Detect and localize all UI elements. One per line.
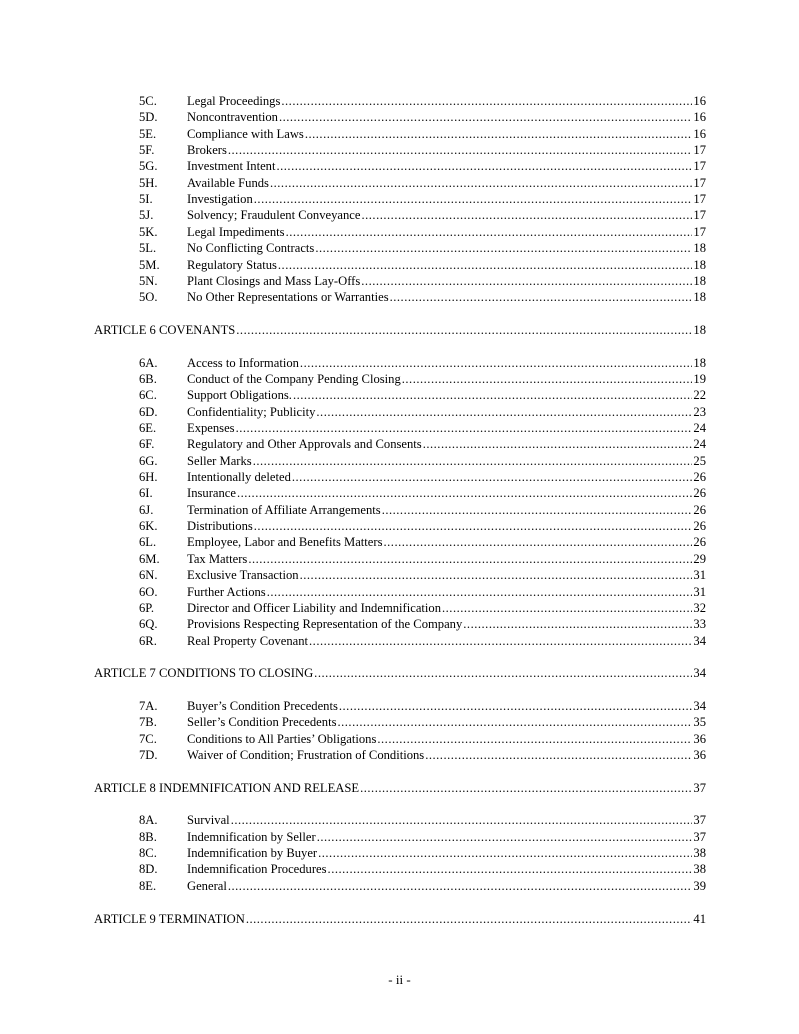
toc-page-number: 22 <box>693 388 706 403</box>
toc-section-number: 6J. <box>139 502 154 517</box>
toc-section-entry[interactable] <box>139 127 706 142</box>
toc-section-number: 7A. <box>139 698 158 713</box>
toc-section-entry[interactable] <box>139 421 706 436</box>
dot-leader <box>361 274 692 289</box>
toc-section-number: 5N. <box>139 273 158 288</box>
toc-section-number: 5O. <box>139 290 158 305</box>
toc-entry-title: Exclusive Transaction <box>187 568 299 583</box>
toc-entry-title: Waiver of Condition; Frustration of Conditions <box>187 748 425 762</box>
toc-page-number: 18 <box>693 241 706 256</box>
toc-entry-title: Access to Information <box>187 355 299 370</box>
toc-entry-title: Expenses <box>187 421 235 435</box>
dot-leader <box>300 356 692 371</box>
toc-section-number: 6I. <box>139 486 153 501</box>
toc-entry-title: Indemnification by Buyer <box>187 846 318 861</box>
toc-section-number: 6H. <box>139 470 158 485</box>
toc-entry-title: Seller Marks <box>187 453 252 468</box>
toc-section-number: 5G. <box>139 159 158 174</box>
toc-section-number: 5K. <box>139 224 158 239</box>
dot-leader <box>314 666 692 681</box>
toc-entry-title: Legal Proceedings <box>187 94 281 108</box>
toc-section-number: 6Q. <box>139 617 158 632</box>
dot-leader <box>463 617 692 632</box>
toc-entry-title: Investment Intent <box>187 159 276 174</box>
toc-page-number: 36 <box>693 731 706 746</box>
toc-section-entry[interactable] <box>139 470 706 485</box>
toc-section-number: 6G. <box>139 453 158 468</box>
dot-leader <box>270 176 692 191</box>
toc-section-entry[interactable] <box>139 356 706 371</box>
toc-section-entry[interactable] <box>139 372 706 387</box>
toc-page-number: 17 <box>693 143 706 158</box>
toc-article-entry[interactable] <box>94 781 706 796</box>
toc-section-number: 5C. <box>139 94 157 108</box>
toc-section-entry[interactable] <box>139 830 706 845</box>
toc-section-number: 5F. <box>139 143 155 158</box>
dot-leader <box>318 846 692 861</box>
toc-entry-title: Conduct of the Company Pending Closing <box>187 371 401 386</box>
toc-section-entry[interactable] <box>139 519 706 534</box>
dot-leader <box>423 437 693 452</box>
toc-page-number: 17 <box>693 159 706 174</box>
toc-page-number: 25 <box>693 453 706 468</box>
toc-entry-title: ARTICLE 9 TERMINATION <box>94 911 245 926</box>
toc-entry-title: Employee, Labor and Benefits Matters <box>187 535 383 550</box>
toc-section-entry[interactable] <box>139 862 706 877</box>
toc-page-number: 34 <box>693 698 706 713</box>
dot-leader <box>237 486 692 501</box>
toc-section-entry[interactable] <box>139 192 706 207</box>
toc-section-number: 5M. <box>139 257 160 272</box>
dot-leader <box>254 519 693 534</box>
toc-entry-title: Provisions Respecting Representation of the Company <box>187 617 463 632</box>
toc-section-entry[interactable] <box>139 225 706 240</box>
toc-entry-title: Survival <box>187 813 230 828</box>
toc-entry-title: Regulatory and Other Approvals and Consents <box>187 437 422 452</box>
toc-section-number: 6E. <box>139 421 157 435</box>
dot-leader <box>246 912 693 927</box>
toc-entry-title: ARTICLE 7 CONDITIONS TO CLOSING <box>94 666 314 681</box>
toc-entry-title: No Conflicting Contracts <box>187 241 315 256</box>
toc-entry-title: Buyer’s Condition Precedents <box>187 698 338 713</box>
toc-section-number: 7D. <box>139 748 158 762</box>
toc-entry-title: Conditions to All Parties’ Obligations <box>187 731 377 746</box>
toc-section-entry[interactable] <box>139 159 706 174</box>
toc-page-number: 34 <box>693 633 706 648</box>
toc-entry-title: Indemnification Procedures <box>187 862 327 877</box>
toc-section-number: 6B. <box>139 371 157 386</box>
dot-leader <box>267 585 693 600</box>
toc-entry-title: Director and Officer Liability and Indemnification <box>187 600 441 615</box>
dot-leader <box>425 748 692 763</box>
toc-section-number: 6N. <box>139 568 158 583</box>
toc-section-entry[interactable] <box>139 388 706 403</box>
toc-entry-title: Noncontravention <box>187 110 278 125</box>
toc-page-number: 18 <box>693 257 706 272</box>
toc-section-number: 5H. <box>139 175 158 190</box>
toc-section-number: 8A. <box>139 813 158 828</box>
toc-section-entry[interactable] <box>139 437 706 452</box>
toc-section-number: 7B. <box>139 715 157 730</box>
toc-page-number: 26 <box>693 519 706 534</box>
toc-page-number: 35 <box>693 715 706 730</box>
toc-entry-title: Indemnification by Seller <box>187 829 316 844</box>
toc-page-number: 19 <box>693 371 706 386</box>
dot-leader <box>300 568 693 583</box>
toc-page-number: 38 <box>693 862 706 877</box>
toc-section-number: 6L. <box>139 535 157 550</box>
toc-section-number: 6M. <box>139 551 160 566</box>
dot-leader <box>278 258 693 273</box>
toc-page-number: 33 <box>693 617 706 632</box>
dot-leader <box>236 421 693 436</box>
toc-page-number: 17 <box>693 192 706 207</box>
toc-page-number: 29 <box>693 551 706 566</box>
toc-page-number: 38 <box>693 846 706 861</box>
toc-article-entry[interactable] <box>94 323 706 338</box>
toc-page-number: 31 <box>693 584 706 599</box>
toc-entry-title: Insurance <box>187 486 236 501</box>
toc-page-number: 37 <box>693 829 706 844</box>
dot-leader <box>276 159 692 174</box>
toc-section-entry[interactable] <box>139 94 706 109</box>
dot-leader <box>382 503 693 518</box>
toc-section-entry[interactable] <box>139 846 706 861</box>
toc-page-number: 37 <box>693 813 706 828</box>
toc-page-number: 36 <box>693 748 706 762</box>
toc-entry-title: ARTICLE 8 INDEMNIFICATION AND RELEASE <box>94 780 360 795</box>
toc-entry-title: Solvency; Fraudulent Conveyance <box>187 208 361 223</box>
toc-entry-title: Seller’s Condition Precedents <box>187 715 337 730</box>
dot-leader <box>316 405 692 420</box>
toc-section-number: 6D. <box>139 404 158 419</box>
dot-leader <box>292 470 693 485</box>
toc-page-number: 17 <box>693 208 706 223</box>
toc-page-number: 34 <box>693 666 706 681</box>
toc-entry-title: Real Property Covenant <box>187 633 309 648</box>
dot-leader <box>309 634 692 649</box>
toc-page-number: 24 <box>693 421 706 435</box>
toc-entry-title: Distributions <box>187 519 253 534</box>
toc-page-number: 31 <box>693 568 706 583</box>
toc-page-number: 18 <box>693 290 706 305</box>
toc-section-entry[interactable] <box>139 732 706 747</box>
dot-leader <box>360 781 692 796</box>
toc-section-entry[interactable] <box>139 617 706 632</box>
toc-section-number: 6O. <box>139 584 158 599</box>
dot-leader <box>253 454 693 469</box>
toc-page-number: 17 <box>693 224 706 239</box>
toc-section-entry[interactable] <box>139 568 706 583</box>
toc-entry-title: General <box>187 878 227 893</box>
toc-section-number: 5I. <box>139 192 153 207</box>
toc-entry-title: Further Actions <box>187 584 266 599</box>
toc-section-number: 8E. <box>139 878 157 893</box>
toc-section-entry[interactable] <box>139 503 706 518</box>
page-number: - ii - <box>388 972 411 987</box>
dot-leader <box>339 699 693 714</box>
toc-section-entry[interactable] <box>139 601 706 616</box>
toc-section-entry[interactable] <box>139 585 706 600</box>
dot-leader <box>361 208 692 223</box>
toc-section-number: 6F. <box>139 437 155 452</box>
toc-section-number: 6K. <box>139 519 158 534</box>
toc-entry-title: Investigation <box>187 192 253 207</box>
toc-page-number: 26 <box>693 535 706 550</box>
toc-section-entry[interactable] <box>139 143 706 158</box>
toc-section-entry[interactable] <box>139 258 706 273</box>
toc-entry-title: No Other Representations or Warranties <box>187 290 389 305</box>
toc-page-number: 26 <box>693 470 706 485</box>
toc-section-entry[interactable] <box>139 405 706 420</box>
toc-section-number: 5E. <box>139 126 157 141</box>
toc-entry-title: Available Funds <box>187 175 269 190</box>
toc-entry-title: Plant Closings and Mass Lay-Offs <box>187 273 361 288</box>
dot-leader <box>281 94 692 109</box>
dot-leader <box>279 110 692 125</box>
dot-leader <box>377 732 692 747</box>
toc-entry-title: Legal Impediments <box>187 224 285 239</box>
toc-article-entry[interactable] <box>94 912 706 927</box>
toc-page-number: 37 <box>693 780 706 795</box>
toc-entry-title: Brokers <box>187 143 227 158</box>
toc-entry-title: Regulatory Status <box>187 257 277 272</box>
toc-section-number: 6P. <box>139 600 155 615</box>
toc-page-number: 23 <box>693 404 706 419</box>
dot-leader <box>317 830 693 845</box>
toc-section-entry[interactable] <box>139 486 706 501</box>
toc-article-entry[interactable] <box>94 666 706 681</box>
toc-entry-title: Intentionally deleted <box>187 470 291 485</box>
toc-page-number: 17 <box>693 175 706 190</box>
dot-leader <box>384 535 693 550</box>
toc-page-number: 26 <box>693 486 706 501</box>
toc-section-number: 5J. <box>139 208 154 223</box>
dot-leader <box>402 372 693 387</box>
toc-section-entry[interactable] <box>139 241 706 256</box>
dot-leader <box>228 879 693 894</box>
toc-entry-title: Confidentiality; Publicity <box>187 404 316 419</box>
toc-page-number: 18 <box>693 273 706 288</box>
dot-leader <box>337 715 692 730</box>
dot-leader <box>442 601 692 616</box>
toc-section-number: 5D. <box>139 110 158 125</box>
toc-page-number: 39 <box>693 878 706 893</box>
toc-page-number: 18 <box>693 355 706 370</box>
dot-leader <box>286 225 693 240</box>
toc-section-entry[interactable] <box>139 813 706 828</box>
dot-leader <box>293 388 692 403</box>
toc-section-entry[interactable] <box>139 176 706 191</box>
dot-leader <box>254 192 693 207</box>
toc-page-number: 16 <box>693 94 706 108</box>
toc-entry-title: Tax Matters <box>187 551 248 566</box>
toc-section-entry[interactable] <box>139 208 706 223</box>
toc-section-entry[interactable] <box>139 535 706 550</box>
toc-section-entry[interactable] <box>139 699 706 714</box>
toc-section-entry[interactable] <box>139 715 706 730</box>
toc-section-entry[interactable] <box>139 274 706 289</box>
dot-leader <box>315 241 692 256</box>
toc-section-entry[interactable] <box>139 879 706 894</box>
dot-leader <box>328 862 693 877</box>
toc-section-entry[interactable] <box>139 110 706 125</box>
toc-section-number: 7C. <box>139 731 157 746</box>
toc-section-number: 5L. <box>139 241 157 256</box>
toc-section-entry[interactable] <box>139 552 706 567</box>
toc-section-entry[interactable] <box>139 634 706 649</box>
toc-page-number: 26 <box>693 502 706 517</box>
dot-leader <box>248 552 692 567</box>
toc-section-number: 8B. <box>139 829 157 844</box>
toc-page-number: 32 <box>693 600 706 615</box>
toc-section-entry[interactable] <box>139 290 706 305</box>
toc-section-number: 6C. <box>139 388 157 403</box>
toc-section-number: 8D. <box>139 862 158 877</box>
toc-entry-title: Compliance with Laws <box>187 126 304 141</box>
toc-section-number: 8C. <box>139 846 157 861</box>
toc-page-number: 18 <box>693 322 706 337</box>
toc-entry-title: ARTICLE 6 COVENANTS <box>94 322 236 337</box>
toc-page-number: 41 <box>693 911 706 926</box>
toc-section-entry[interactable] <box>139 748 706 763</box>
dot-leader <box>228 143 693 158</box>
toc-section-number: 6A. <box>139 355 158 370</box>
toc-page-number: 24 <box>693 437 706 452</box>
toc-section-entry[interactable] <box>139 454 706 469</box>
toc-page-number: 16 <box>693 110 706 125</box>
toc-section-number: 6R. <box>139 633 157 648</box>
dot-leader <box>236 323 692 338</box>
dot-leader <box>231 813 693 828</box>
dot-leader <box>305 127 693 142</box>
toc-page-number: 16 <box>693 126 706 141</box>
dot-leader <box>390 290 693 305</box>
toc-entry-title: Termination of Affiliate Arrangements <box>187 502 381 517</box>
toc-entry-title: Support Obligations. <box>187 388 292 403</box>
